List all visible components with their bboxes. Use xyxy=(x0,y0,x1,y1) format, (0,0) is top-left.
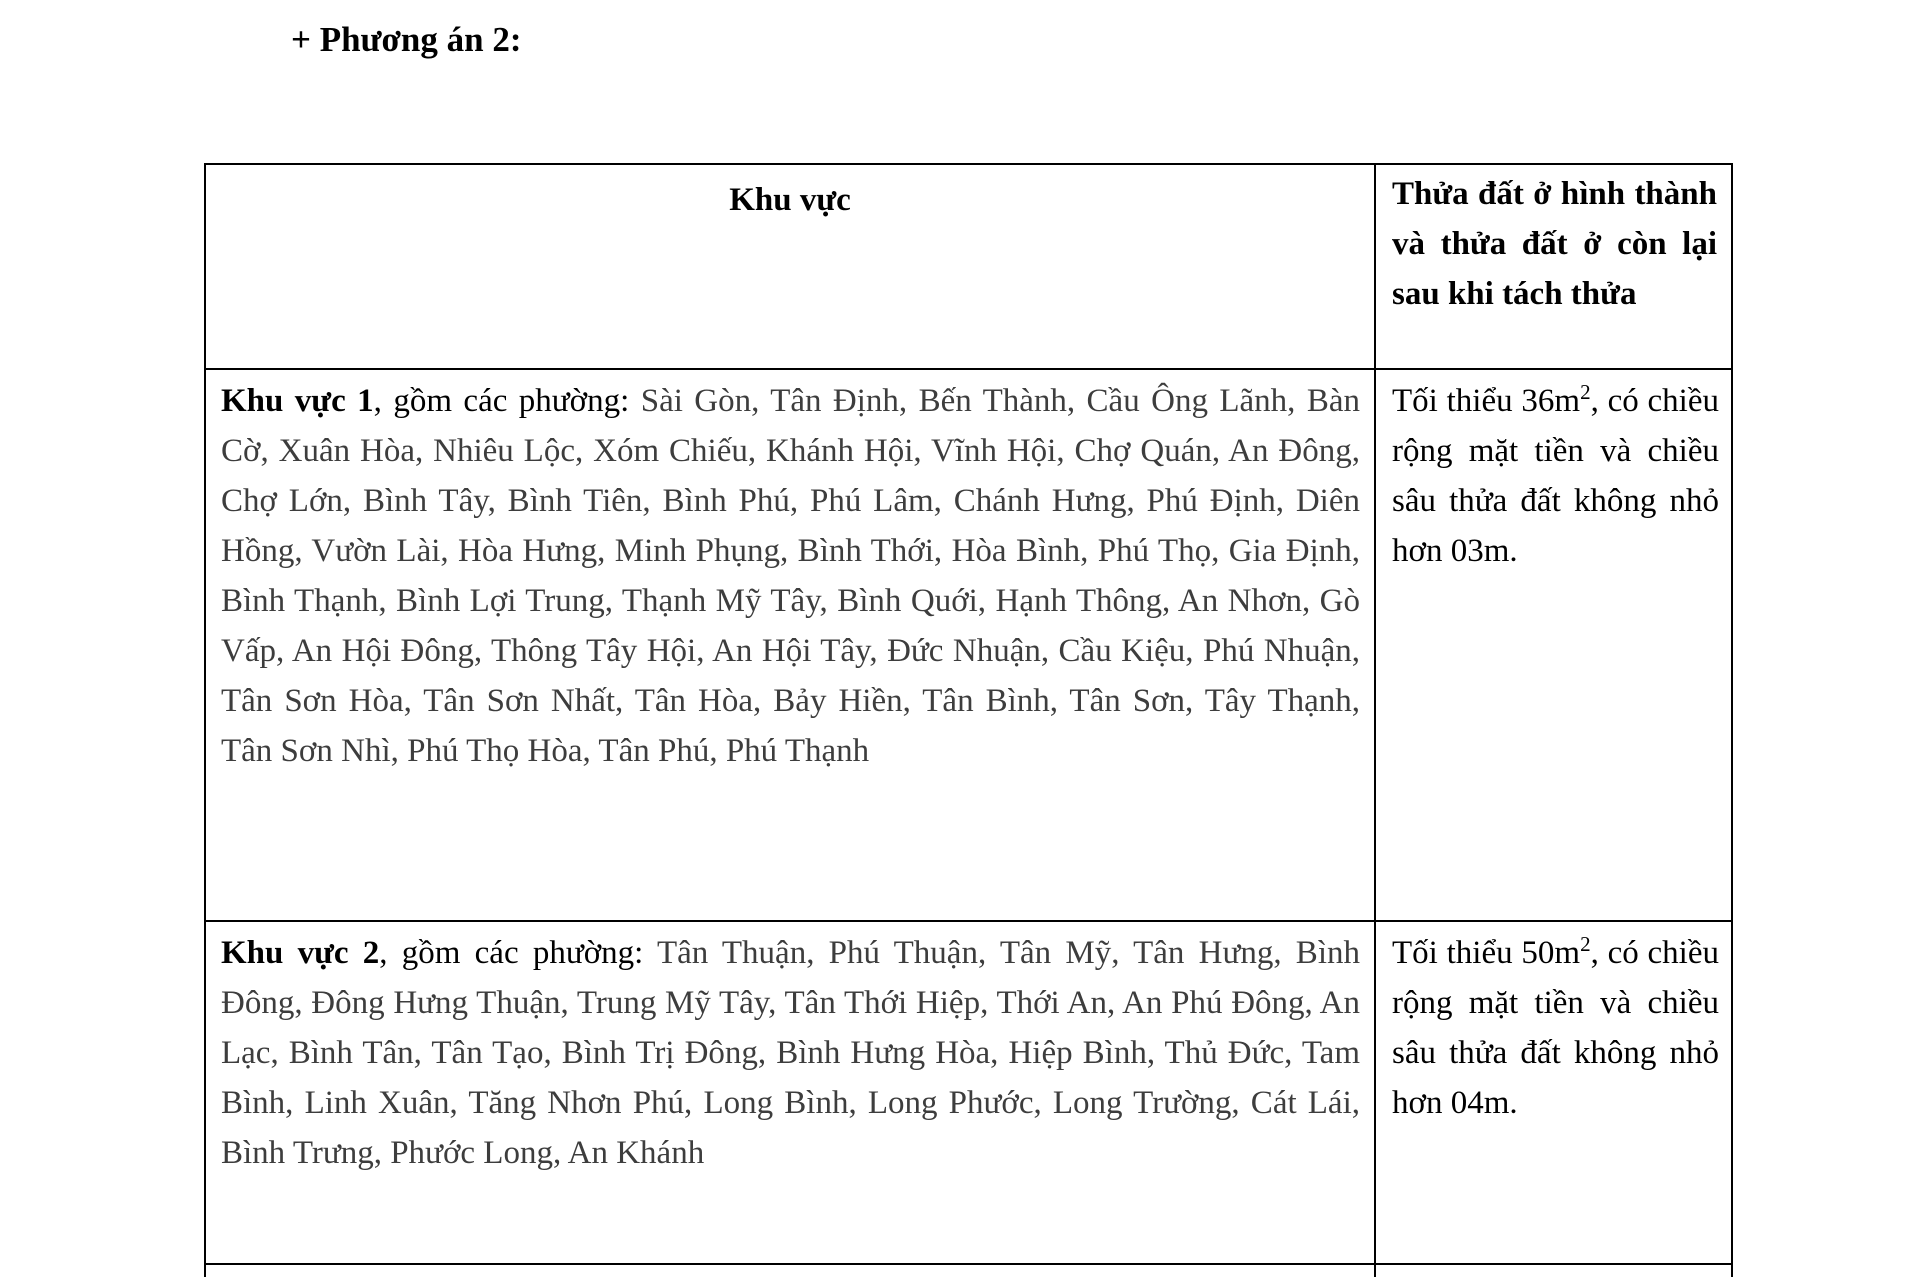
zone-1-wards-cell xyxy=(205,369,1375,921)
next-row-rule-cell xyxy=(1375,1264,1732,1277)
zone-2-rule-suffix: , có chiều rộng mặt tiền và chiều sâu thửa đất không nhỏ hơn 04m. xyxy=(1392,935,1719,1121)
zone-2-label: Khu vực 2 xyxy=(221,935,380,971)
zone-1-rule-superscript: 2 xyxy=(1580,380,1591,404)
zone-1-rule-cell xyxy=(1375,369,1732,921)
zone-2-intro: , gồm các phường: xyxy=(379,935,657,971)
zone-2-rule-superscript: 2 xyxy=(1580,932,1591,956)
column-header-rule: Thửa đất ở hình thành và thửa đất ở còn lại sau khi tách thửa xyxy=(1375,164,1732,369)
section-heading: + Phương án 2: xyxy=(291,20,522,59)
table-header-row xyxy=(205,164,1732,369)
zone-2-rule-prefix: Tối thiểu 50m xyxy=(1392,935,1581,971)
zoning-table xyxy=(204,163,1733,1277)
zone-1-rule-prefix: Tối thiểu 36m xyxy=(1392,383,1581,419)
zone-2-rule-cell xyxy=(1375,921,1732,1264)
column-header-area: Khu vực xyxy=(205,164,1375,369)
table-row-next-clipped xyxy=(205,1264,1732,1277)
next-row-wards-cell xyxy=(205,1264,1375,1277)
zone-2-wards-cell xyxy=(205,921,1375,1264)
zone-1-intro: , gồm các phường: xyxy=(373,383,641,419)
zone-1-ward-list: Sài Gòn, Tân Định, Bến Thành, Cầu Ông Lãnh, Bàn Cờ, Xuân Hòa, Nhiêu Lộc, Xóm Chiếu, Khánh Hội, Vĩnh Hội, Chợ Quán, An Đông, Chợ Lớn, Bình Tây, Bình Tiên, Bình Phú, Phú Lâm, Chánh Hưng, Phú Định, Diên Hồng, Vườn Lài, Hòa Hưng, Minh Phụng, Bình Thới, Hòa Bình, Phú Thọ, Gia Định, Bình Thạnh, Bình Lợi Trung, Thạnh Mỹ Tây, Bình Quới, Hạnh Thông, An Nhơn, Gò Vấp, An Hội Đông, Thông Tây Hội, An Hội Tây, Đức Nhuận, Cầu Kiệu, Phú Nhuận, Tân Sơn Hòa, Tân Sơn Nhất, Tân Hòa, Bảy Hiền, Tân Bình, Tân Sơn, Tây Thạnh, Tân Sơn Nhì, Phú Thọ Hòa, Tân Phú, Phú Thạnh xyxy=(221,383,1361,769)
zone-1-label: Khu vực 1 xyxy=(221,383,374,419)
zone-2-ward-list: Tân Thuận, Phú Thuận, Tân Mỹ, Tân Hưng, Bình Đông, Đông Hưng Thuận, Trung Mỹ Tây, Tân Thới Hiệp, Thới An, An Phú Đông, An Lạc, Bình Tân, Tân Tạo, Bình Trị Đông, Bình Hưng Hòa, Hiệp Bình, Thủ Đức, Tam Bình, Linh Xuân, Tăng Nhơn Phú, Long Bình, Long Phước, Long Trường, Cát Lái, Bình Trưng, Phước Long, An Khánh xyxy=(221,935,1360,1171)
zone-1-rule-suffix: , có chiều rộng mặt tiền và chiều sâu thửa đất không nhỏ hơn 03m. xyxy=(1392,383,1719,569)
table-row-zone-1 xyxy=(205,369,1732,921)
table-row-zone-2 xyxy=(205,921,1732,1264)
